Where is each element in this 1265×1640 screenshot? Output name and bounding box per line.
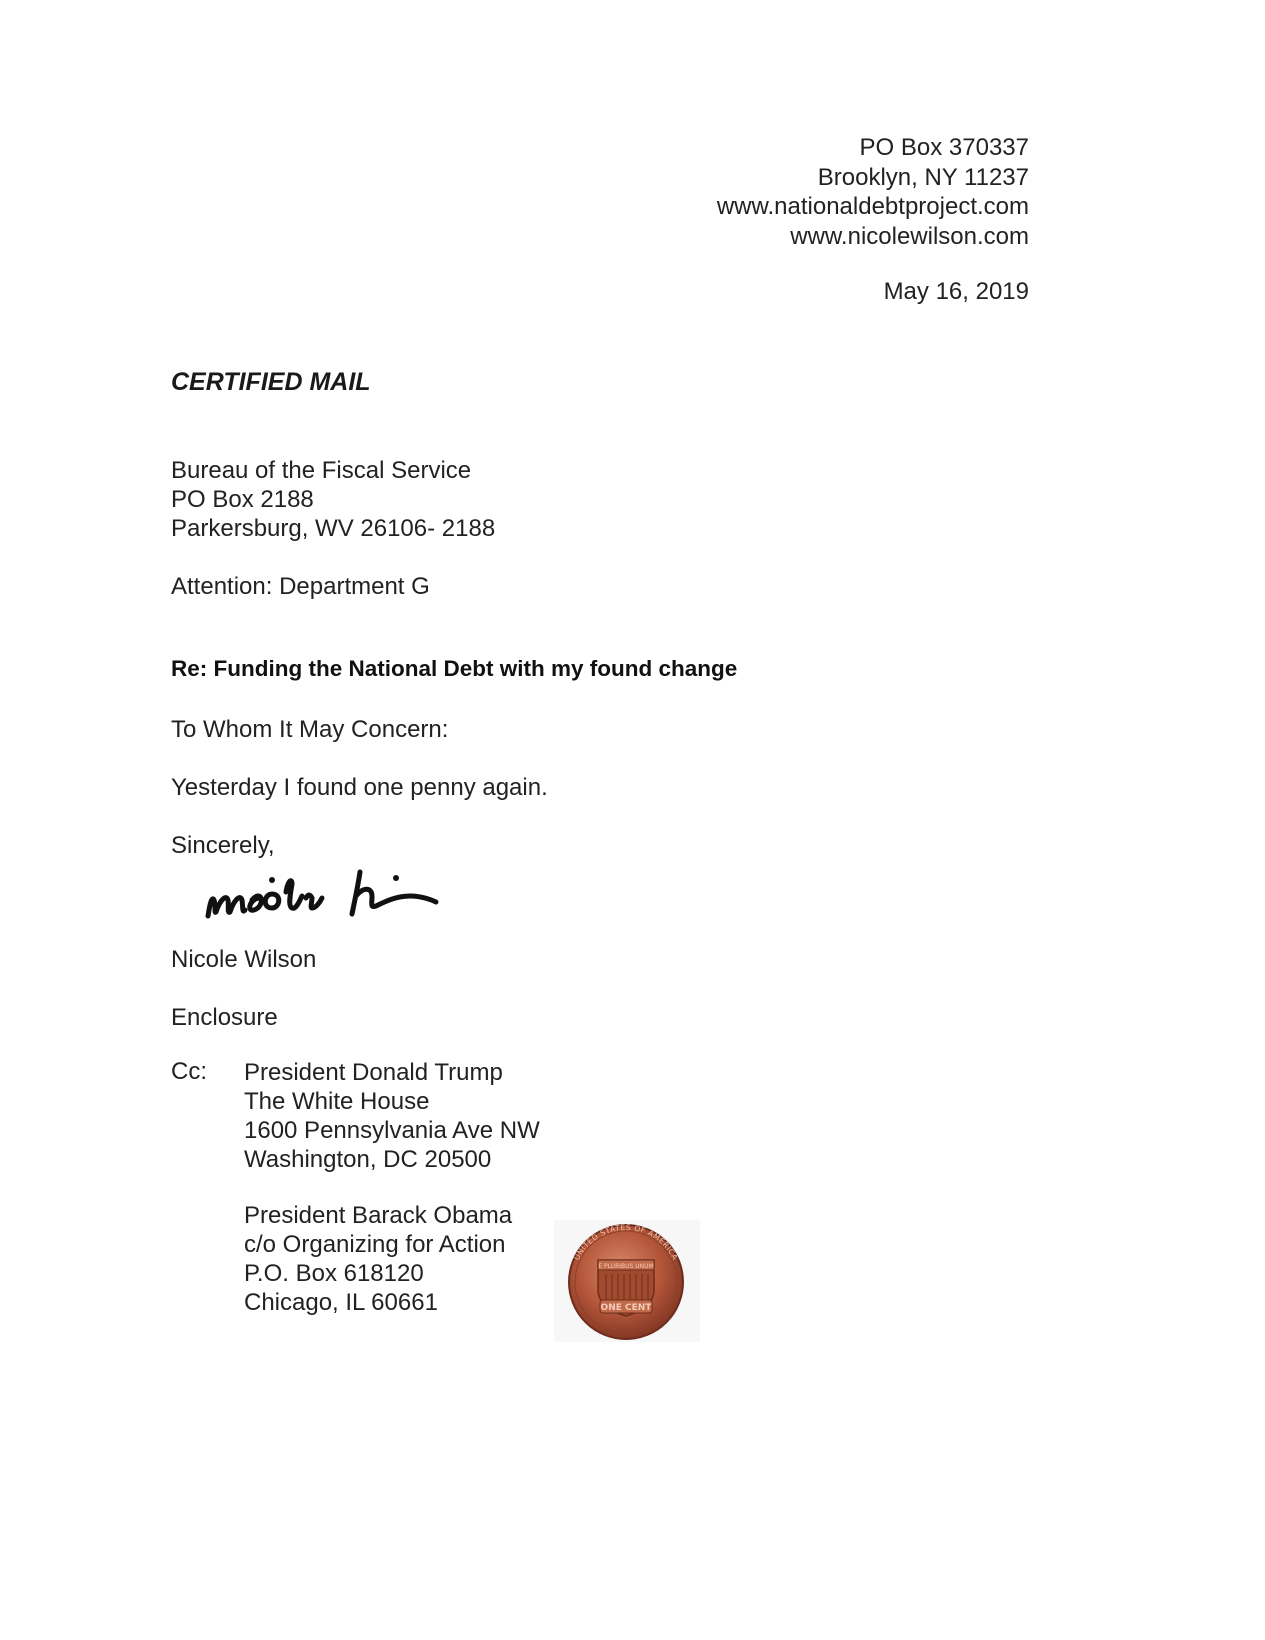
cc-recipient-1: [244, 1058, 540, 1174]
attention-line: Attention: Department G: [171, 573, 430, 600]
salutation: To Whom It May Concern:: [171, 716, 449, 743]
cc-recipient-2-line2: c/o Organizing for Action: [244, 1231, 506, 1258]
cc-recipient-1-line3: 1600 Pennsylvania Ave NW: [244, 1117, 540, 1144]
cc-label: Cc:: [171, 1058, 207, 1085]
recipient-name: Bureau of the Fiscal Service: [171, 457, 472, 484]
taped-penny: [548, 1216, 708, 1356]
sender-po-box: PO Box 370337: [859, 134, 1029, 161]
cc-recipient-1-line4: Washington, DC 20500: [244, 1146, 492, 1173]
letter-date: May 16, 2019: [883, 278, 1029, 305]
mail-type-heading: CERTIFIED MAIL: [171, 368, 371, 396]
closing: Sincerely,: [171, 832, 275, 859]
recipient-city-line: Parkersburg, WV 26106- 2188: [171, 515, 496, 542]
cc-recipient-2-line1: President Barack Obama: [244, 1202, 513, 1229]
cc-recipient-2-line4: Chicago, IL 60661: [244, 1289, 438, 1316]
subject-line: Re: Funding the National Debt with my found change: [171, 656, 738, 681]
cc-recipient-1-line1: President Donald Trump: [244, 1059, 503, 1086]
sender-city-line: Brooklyn, NY 11237: [817, 163, 1029, 191]
penny-bottom-text: ONE CENT: [600, 1303, 652, 1313]
handwritten-signature: [200, 848, 450, 928]
sender-website-2: www.nicolewilson.com: [790, 222, 1029, 250]
cc-recipient-1-line2: The White House: [244, 1088, 430, 1115]
penny-banner-text: E PLURIBUS UNUM: [598, 1263, 654, 1270]
cc-recipient-2-line3: P.O. Box 618120: [244, 1260, 424, 1287]
penny-top-text: UNITED STATES OF AMERICA: [572, 1222, 680, 1262]
recipient-address-block: [171, 456, 495, 543]
signer-name: Nicole Wilson: [171, 946, 317, 973]
sender-website-1: www.nationaldebtproject.com: [716, 193, 1029, 220]
cc-recipient-2: [244, 1201, 512, 1317]
enclosure-note: Enclosure: [171, 1004, 278, 1031]
letter-body: Yesterday I found one penny again.: [171, 774, 548, 801]
sender-address-block: [717, 133, 1029, 251]
recipient-po-box: PO Box 2188: [171, 486, 314, 513]
